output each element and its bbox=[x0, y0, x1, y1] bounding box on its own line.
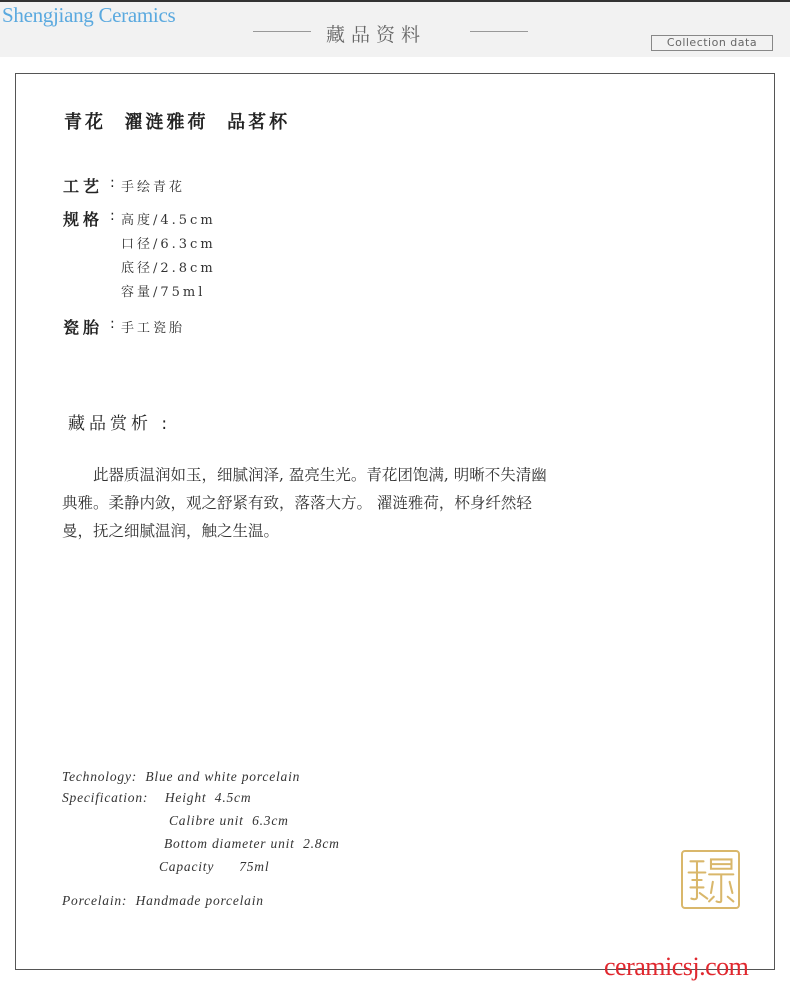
product-title: 青花 濯涟雅荷 品茗杯 bbox=[64, 112, 291, 133]
seal-stamp-icon bbox=[681, 850, 740, 909]
header-title: 藏品资料 bbox=[326, 24, 427, 46]
spec-separator: : bbox=[110, 208, 115, 224]
body-label: 瓷胎 bbox=[63, 318, 104, 337]
body-separator: : bbox=[110, 316, 115, 332]
en-capacity: Capacity 75ml bbox=[159, 859, 270, 874]
spec-calibre: 口径/6.3cm bbox=[121, 237, 216, 252]
header-divider-right bbox=[470, 31, 528, 32]
body-value: 手工瓷胎 bbox=[121, 321, 186, 336]
spec-label: 规格 bbox=[63, 210, 104, 229]
craft-value: 手绘青花 bbox=[121, 180, 186, 195]
en-porcelain: Porcelain: Handmade porcelain bbox=[62, 893, 264, 908]
analysis-text: 此器质温润如玉，细腻润泽, 盈亮生光。青花团饱满, 明晰不失清幽典雅。柔静内敛，观之舒紧有致，落落大方。 濯涟雅荷，杯身纤然轻曼，抚之细腻温润，触之生温。 bbox=[62, 466, 547, 540]
watermark-text: ceramicsj.com bbox=[604, 952, 749, 981]
spec-height: 高度/4.5cm bbox=[121, 213, 216, 228]
en-specification: Specification: Height 4.5cm bbox=[62, 790, 252, 805]
brand-logo-text[interactable]: Shengjiang Ceramics bbox=[2, 3, 176, 27]
header-subtitle-box: Collection data bbox=[651, 35, 773, 51]
collection-card bbox=[15, 73, 775, 970]
craft-label: 工艺 bbox=[63, 177, 104, 196]
page-header bbox=[0, 0, 790, 57]
en-calibre: Calibre unit 6.3cm bbox=[169, 813, 289, 828]
spec-capacity: 容量/75ml bbox=[121, 285, 206, 300]
en-technology: Technology: Blue and white porcelain bbox=[62, 769, 301, 784]
craft-separator: : bbox=[110, 175, 115, 191]
analysis-heading: 藏品赏析 : bbox=[68, 414, 172, 434]
header-divider-left bbox=[253, 31, 311, 32]
spec-bottom: 底径/2.8cm bbox=[121, 261, 216, 276]
en-bottom-diameter: Bottom diameter unit 2.8cm bbox=[164, 836, 340, 851]
seal-glyph-icon bbox=[683, 852, 738, 907]
